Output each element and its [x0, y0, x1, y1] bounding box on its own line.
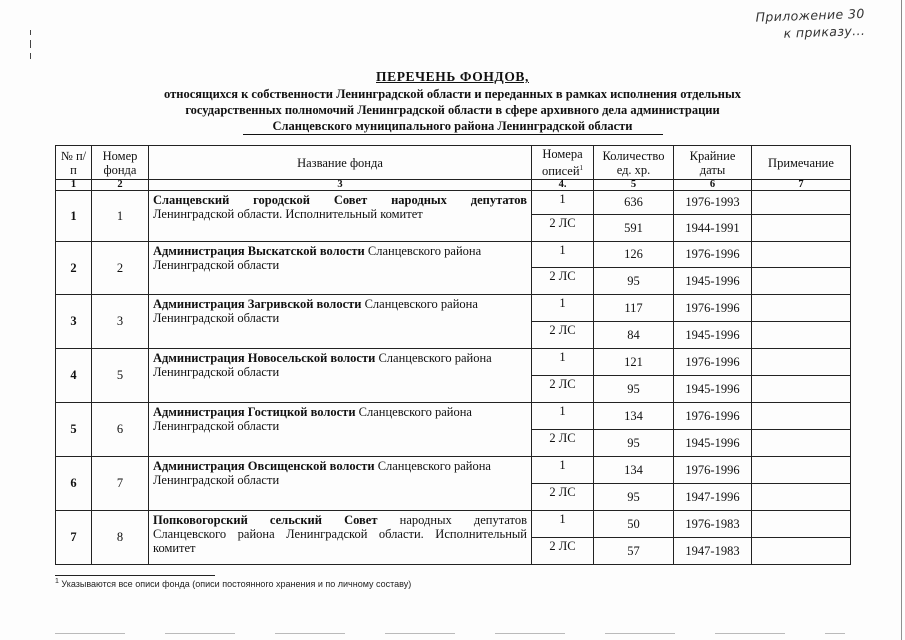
header-dates: Крайние даты: [674, 146, 752, 180]
row-fund-number: 5: [92, 349, 149, 403]
row-inventory: 1: [532, 511, 594, 538]
row-inventory: 2 ЛС: [532, 376, 594, 403]
table-row: [56, 511, 851, 538]
row-notes: [752, 349, 851, 376]
row-notes: [752, 484, 851, 511]
row-dates: 1944-1991: [674, 215, 752, 242]
fund-name-bold: Администрация Выскатской волости: [153, 244, 365, 259]
header-inventory-footnote-mark: 1: [579, 164, 584, 172]
fund-name-bold: Сланцевский городской Совет народных депутатов: [153, 193, 527, 208]
row-fund-number: 6: [92, 403, 149, 457]
subtitle-line-2: государственных полномочий Ленинградской области в сфере архивного дела администрации: [185, 103, 720, 117]
funds-table: [55, 145, 851, 565]
header-num: № п/п: [56, 146, 92, 180]
row-quantity: 591: [594, 215, 674, 242]
row-quantity: 95: [594, 268, 674, 295]
row-notes: [752, 376, 851, 403]
row-quantity: 95: [594, 484, 674, 511]
row-notes: [752, 191, 851, 215]
row-notes: [752, 322, 851, 349]
header-quantity: Количество ед. хр.: [594, 146, 674, 180]
row-dates: 1976-1983: [674, 511, 752, 538]
row-inventory: 2 ЛС: [532, 430, 594, 457]
fund-name-rest: Сланцевского района Ленинградской области: [153, 459, 491, 488]
row-fund-number: 7: [92, 457, 149, 511]
row-notes: [752, 403, 851, 430]
fund-name-bold: Администрация Овсищенской волости: [153, 459, 375, 474]
row-fund-name: [149, 511, 532, 565]
column-number: 2: [92, 180, 149, 191]
footnote-separator: [55, 575, 215, 576]
row-quantity: 121: [594, 349, 674, 376]
fund-name-rest: Сланцевского района Ленинградской области: [153, 244, 482, 273]
row-fund-number: 8: [92, 511, 149, 565]
row-quantity: 134: [594, 403, 674, 430]
column-number: 7: [752, 180, 851, 191]
row-notes: [752, 295, 851, 322]
column-number-row: [56, 180, 851, 191]
handwritten-annotation: [684, 5, 865, 45]
column-number: 1: [56, 180, 92, 191]
document-subtitle: [93, 86, 813, 135]
row-quantity: 636: [594, 191, 674, 215]
row-inventory: 1: [532, 191, 594, 215]
row-fund-name: [149, 349, 532, 403]
row-number: 6: [56, 457, 92, 511]
row-dates: 1947-1983: [674, 538, 752, 565]
fund-name-rest: Ленинградской области. Исполнительный комитет: [153, 207, 423, 222]
row-quantity: 95: [594, 376, 674, 403]
column-number: 3: [149, 180, 532, 191]
table-header-row: [56, 146, 851, 180]
row-dates: 1976-1996: [674, 349, 752, 376]
row-number: 1: [56, 191, 92, 242]
handwritten-line-1: Приложение 30: [755, 5, 865, 25]
row-quantity: 134: [594, 457, 674, 484]
row-inventory: 2 ЛС: [532, 215, 594, 242]
footnote-mark: 1: [55, 578, 59, 585]
row-quantity: 84: [594, 322, 674, 349]
row-quantity: 117: [594, 295, 674, 322]
row-dates: 1945-1996: [674, 268, 752, 295]
row-quantity: 50: [594, 511, 674, 538]
row-dates: 1976-1993: [674, 191, 752, 215]
fund-name-rest: народных депутатов Сланцевского района Ленинградской области. Исполнительный комитет: [153, 513, 527, 556]
row-dates: 1945-1996: [674, 430, 752, 457]
row-dates: 1976-1996: [674, 242, 752, 268]
header-inventory-label: Номера описей: [541, 147, 583, 179]
row-notes: [752, 268, 851, 295]
header-fund-name: Название фонда: [149, 146, 532, 180]
row-dates: 1976-1996: [674, 457, 752, 484]
row-quantity: 57: [594, 538, 674, 565]
row-inventory: 1: [532, 457, 594, 484]
row-fund-number: 2: [92, 242, 149, 295]
fund-name-bold: Попковогорский сельский Совет: [153, 513, 378, 528]
table-row: [56, 349, 851, 376]
row-quantity: 126: [594, 242, 674, 268]
table-row: [56, 242, 851, 268]
row-fund-number: 1: [92, 191, 149, 242]
row-dates: 1976-1996: [674, 403, 752, 430]
row-number: 3: [56, 295, 92, 349]
fund-name-rest: Сланцевского района Ленинградской области: [153, 405, 472, 434]
row-inventory: 2 ЛС: [532, 268, 594, 295]
row-inventory: 1: [532, 295, 594, 322]
row-fund-name: [149, 295, 532, 349]
row-inventory: 2 ЛС: [532, 322, 594, 349]
handwritten-line-2: к приказу...: [783, 22, 866, 41]
header-notes: Примечание: [752, 146, 851, 180]
column-number: 5: [594, 180, 674, 191]
row-fund-name: [149, 242, 532, 295]
table-row: [56, 295, 851, 322]
fund-name-bold: Администрация Гостицкой волости: [153, 405, 356, 420]
row-notes: [752, 457, 851, 484]
fund-name-bold: Администрация Загривской волости: [153, 297, 362, 312]
footnote-text: Указываются все описи фонда (описи постоянного хранения и по личному составу): [61, 579, 412, 589]
column-number: 6: [674, 180, 752, 191]
document-title: ПЕРЕЧЕНЬ ФОНДОВ,: [376, 69, 529, 84]
row-notes: [752, 430, 851, 457]
footnote: [55, 578, 411, 589]
header-fund-number: Номер фонда: [92, 146, 149, 180]
row-inventory: 1: [532, 349, 594, 376]
row-inventory: 2 ЛС: [532, 484, 594, 511]
row-fund-name: [149, 457, 532, 511]
column-number: 4.: [532, 180, 594, 191]
subtitle-line-3: Сланцевского муниципального района Ленинградской области: [243, 118, 663, 135]
row-inventory: 1: [532, 403, 594, 430]
scan-margin-marks: [27, 30, 33, 70]
row-number: 2: [56, 242, 92, 295]
document-header: [0, 68, 905, 135]
row-fund-name: [149, 403, 532, 457]
fund-name-rest: Сланцевского района Ленинградской области: [153, 297, 478, 326]
row-dates: 1947-1996: [674, 484, 752, 511]
row-number: 5: [56, 403, 92, 457]
subtitle-line-1: относящихся к собственности Ленинградской области и переданных в рамках исполнения отдельных: [164, 87, 741, 101]
fund-name-rest: Сланцевского района Ленинградской области: [153, 351, 492, 380]
row-number: 4: [56, 349, 92, 403]
row-inventory: 1: [532, 242, 594, 268]
row-fund-number: 3: [92, 295, 149, 349]
row-dates: 1945-1996: [674, 376, 752, 403]
table-row: [56, 191, 851, 215]
row-notes: [752, 511, 851, 538]
table-row: [56, 457, 851, 484]
row-quantity: 95: [594, 430, 674, 457]
row-number: 7: [56, 511, 92, 565]
row-notes: [752, 242, 851, 268]
row-fund-name: [149, 191, 532, 242]
row-dates: 1976-1996: [674, 295, 752, 322]
row-notes: [752, 538, 851, 565]
table-row: [56, 403, 851, 430]
header-inventory: [532, 146, 594, 180]
fund-name-bold: Администрация Новосельской волости: [153, 351, 376, 366]
scan-bottom-marks: [55, 633, 845, 634]
row-notes: [752, 215, 851, 242]
row-inventory: 2 ЛС: [532, 538, 594, 565]
row-dates: 1945-1996: [674, 322, 752, 349]
